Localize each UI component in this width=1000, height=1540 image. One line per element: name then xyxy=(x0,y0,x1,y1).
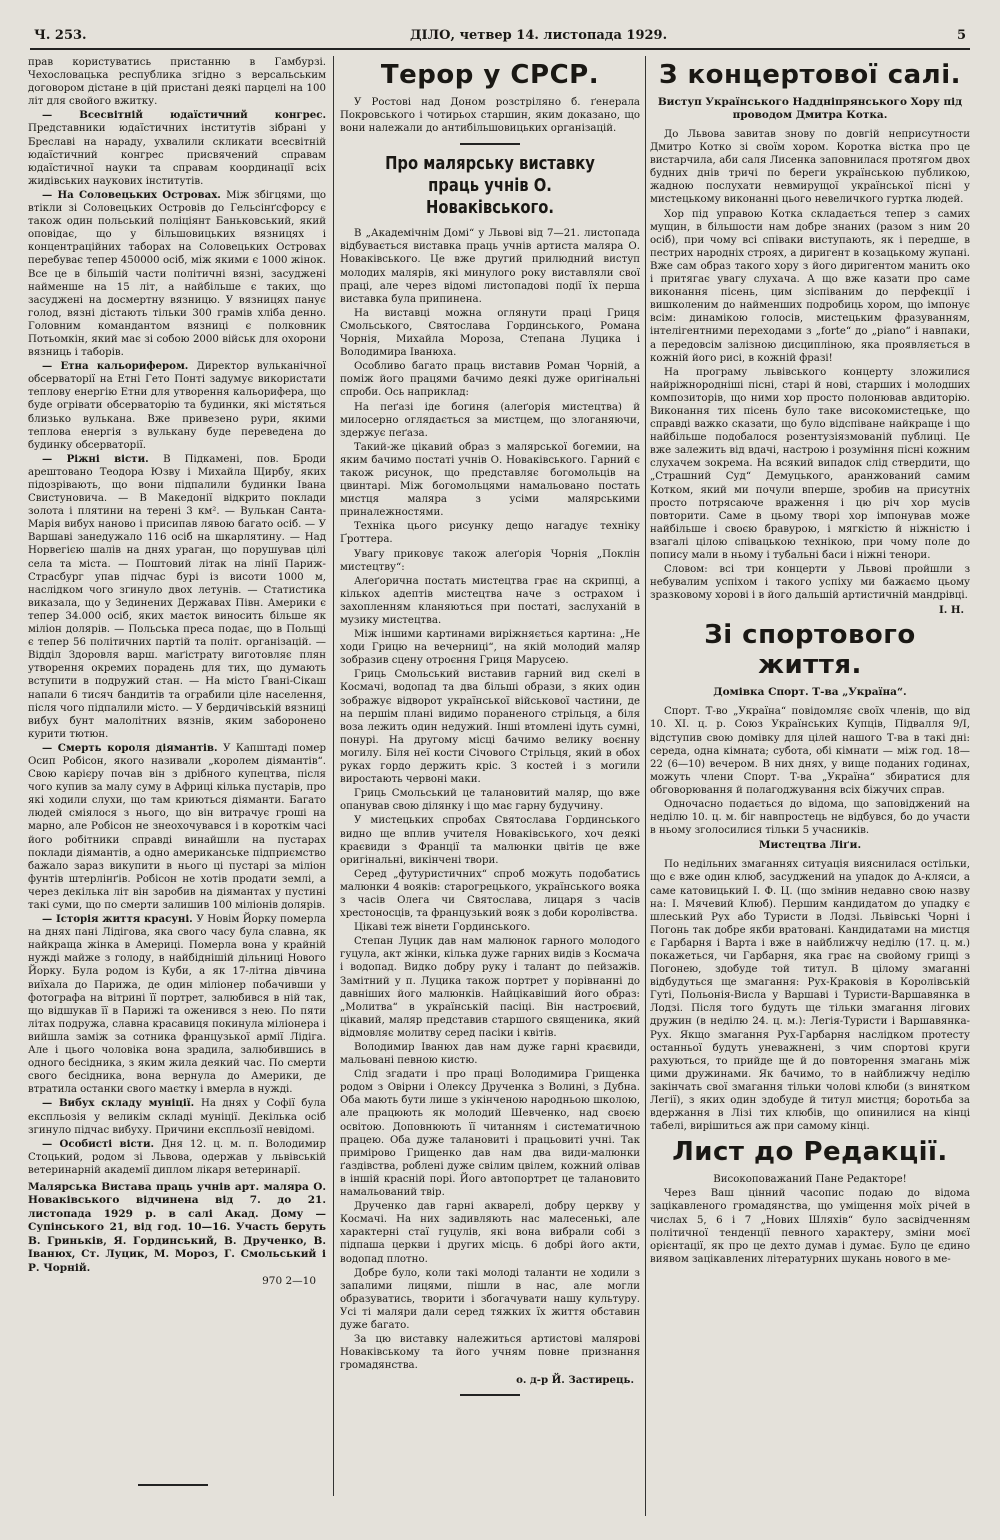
exhibition-headline: Про малярську виставку праць учнів О. Новаківського. xyxy=(385,153,595,219)
news-item xyxy=(28,360,326,452)
sport-article xyxy=(650,705,970,837)
page-number: 5 xyxy=(956,28,966,43)
article-paragraph: Серед „футуристичних“ спроб можуть подобатись малюнки 4 вояків: старогрецького, українського вояка з часів Олега чи Святослава, лицаря з часів хрестоносців, та французький вояк з доби королівства. xyxy=(340,868,640,920)
article-paragraph: Особливо багато праць виставив Роман Чорній, а поміж його працями бачимо деякі дуже оригінальні спроби. Ось наприклад: xyxy=(340,361,640,399)
column-end-rule xyxy=(138,1484,208,1486)
news-item-lead: — Смерть короля діямантів. xyxy=(42,741,224,754)
article-paragraph: Друченко дав гарні акварелі, добру церкву у Космачі. На них задивляють нас малесенькі, але характерні стаї гуцулів, які вона вибрали собі з підпаша церкви і других місць. 6 добрі його акти, водопад плотно. xyxy=(340,1201,640,1265)
article-paragraph: В „Академічнім Домі“ у Львові від 7—21. листопада відбувається виставка праць учнів артиста маляра О. Новаківського. Це вже другий прилюдний виступ молодих малярів, які минулого року виставляли свої праці, але через відомі листопадові події їх перша виставка була припинена. xyxy=(340,228,640,305)
divider xyxy=(460,1394,520,1396)
notice-code: 970 2—10 xyxy=(262,1275,316,1288)
sport-headline: Зі спортового життя. xyxy=(704,620,916,681)
article-paragraph: Слід згадати і про праці Володимира Грищенка родом з Овірни і Олексу Друченка з Волині, з Дубна. Оба мають бути лише з укінченою народньою школою, але працюють як молодий Шевченко, над своєю освітою. Доповнюють її читанням і систематичною працею. Оба дуже талановиті і працьовиті учні. Так примірово Грищенко дав нам два види-малюнки ґаздівства, роблені дуже свілим цвілем, кожний олівав в іншій красній порі. Його автопортрет це талановито намальований твір. xyxy=(340,1069,640,1199)
news-item xyxy=(28,109,326,188)
league-article xyxy=(650,858,970,1133)
article-paragraph: Гриць Смольський це талановитий маляр, що вже опанував свою ділянку і що має гарну будучину. xyxy=(340,788,640,813)
concert-article xyxy=(650,128,970,602)
news-item xyxy=(28,913,326,1096)
league-paragraph: По недільних змаганнях ситуація вияснилася остільки, що є вже один клюб, засуджений на упадок до А-кляси, а саме катовицький І. Ф. Ц. (що змінив недавно свою назву на: І. Мячевий Клюб). Першим кандидатом до упадку є шлеський Рух або Туристи в Лодзі. Львівські Чорні і Погонь так добре якби вратовані. Кандидатами на мистця є Гарбарня і Варта і вже в найближчу неділю (17. ц. м.) покажеться, чи Гарбарня, яка грає на свойому грищі з Погонею, здобуде той титул. В цілому змаганні відбудуться ще змагання: Рух-Краковія в Королівській Гуті, Польонія-Висла у Варшаві і Туристи-Варшавянка в Лодзі. Після того будуть ще тільки змагання лігових дружин (в неділю 24. ц. м.): Легія-Туристи і Варшавянка-Рух. Якщо змагання Рух-Гарбарня наслідком протесту останньої будуть уневажнені, з чим спортові круги рахуються, то прийде ще й до повторення змагань між цими дружинами. Як бачимо, то в найближчу неділю закінчать свої змагання тільки чолові клюби (з винятком Легії), з яких один здобуде й титул мистця; боротьба за вдержання в Лізі тих клюбів, що опинилися на кінці табелі, вирішиться аж при самому кінці. xyxy=(650,859,970,1133)
exhibition-article xyxy=(340,227,640,1372)
article-paragraph: Добре було, коли такі молоді таланти не ходили з запалими лицями, пішли в нас, але могли образуватись, творити і збогачувати нашу культуру. Усі ті маляри дали серед тяжких їх життя обставин дуже багато. xyxy=(340,1267,640,1331)
news-item-text: прав користуватись пристанню в Гамбурзі. Чехословацька республика згідно з версальським договором дістане в цій пристані деякі парцелі на 100 літ для свойого вжитку. xyxy=(28,57,326,108)
article-paragraph: Такий-же цікавий образ з малярської богемии, на яким бачимо постаті учнів О. Новаківського. Гарний є також рисунок, що представляє богомольців на цвинтарі. Між богомольцями намальовано постать мистця маляра з усіми малярськими приналежностями. xyxy=(340,441,640,519)
letter-greeting: Високоповажаний Пане Редакторе! xyxy=(713,1174,907,1186)
news-item-lead: — Вибух складу муніції. xyxy=(42,1097,201,1110)
concert-headline: З концертової салі. xyxy=(658,60,961,90)
news-item xyxy=(28,56,326,108)
article-paragraph: Степан Луцик дав нам малюнок гарного молодого гуцула, акт жінки, кілька дуже гарних видів з Космача і водопад. Видко добру руку і талант до пейзажів. Замітний у п. Луцика також портрет у порівнанні до давніших його малюнків. Найцікавіший його образ: „Молитва“ в українській пасіці. Він настроєвий, цікавий, маляр представив старшого священика, який відмовляє молитву серед пасіки і квітів. xyxy=(340,936,640,1039)
news-item-lead: — Особисті вісти. xyxy=(42,1137,162,1150)
column-rule xyxy=(333,56,334,1496)
news-item-lead: — Ріжні вісти. xyxy=(42,452,164,465)
league-subheadline: Мистецтва Ліґи. xyxy=(758,839,862,852)
masthead xyxy=(30,26,970,50)
sport-paragraph: Одночасно подається до відома, що заповіджений на неділю 10. ц. м. біг навпростець не відбувся, бо до участи в ньому зголосилися тільки 5 учасників. xyxy=(650,799,970,837)
concert-paragraph: На програму львівського концерту зложилися найріжнородніші пісні, старі й нові, старших і молодших композиторів, що ними хор просто полонював авдиторію. Виконання тих пісень було таке високомистецьке, що справді важко сказати, що було відспіване найкраще і що найбільше подобалося розентузіязмованій публиці. Це вже залежить від вдачі, настрою і розуміння пісні кожним слухачем зокрема. На всякий випадок слід ствердити, що „Страшний Суд“ Демуцького, аранжований самим Котком, який ми почули вперше, зробив на присутніх просто потрясаюче враження і цю річ хор мусів повторити. Саме в цьому творі хор імпонував може найбільше і своєю бравурою, і мягкістю й ніжністю і взагалі цілою співацькою технікою, при чому поле до попису мали в ньому і тубальні баси і ніжні тенори. xyxy=(650,366,970,561)
news-item xyxy=(28,1097,326,1136)
news-item-text: Директор вульканічної обсерваторії на Етні Гето Понті задумує використати теплову енергію Етни для утворення кальорифера, що буде огрівати обсерваторію та будинки, які містяться близько вульканa. Вже привезено рури, якими теплова енергія з вулькану буде переведена до будинку обсерваторії. xyxy=(28,361,326,451)
article-signature: о. д-р Й. Застирець. xyxy=(516,1374,634,1387)
article-paragraph: У мистецьких спробах Святослава Гординського видно ще вплив учителя Новаківського, хоч деякі краєвиди з Франції та малюнки цвітів це вже оригінальні, викінчені твори. xyxy=(340,815,640,866)
article-paragraph: Між іншими картинами виріжняється картина: „Не ходи Грицю на вечерниці“, на якій молодий маляр зобразив сцену отроєння Гриця Марусею. xyxy=(340,629,640,667)
concert-paragraph: Хор під управою Котка складається тепер з самих мущин, в більшости нам добре знаних (разом з ним 20 осіб), при чому всі співаки виступають, як і передше, в пестрих народніх строях, а диригент в козацькому жупані. Вже сам образ такого хору з його диригентом манить око і притягає увагу слухача. А що вже казати про саме виконання пісень, цим зіспіваним до перфекції і вишколеним до найменших подробиць хором, що імпонує всім: динамікою голосів, мистецьким фразуванням, інтелігентними переходами з „forte“ до „piano“ і навпаки, а передовсім залізною дисципліною, яка проявляється в кожній його рисі, в кожній фразі! xyxy=(650,208,970,364)
letter-headline: Лист до Редакції. xyxy=(672,1137,948,1168)
article-paragraph: Алеґорична постать мистецтва грає на скрипці, а кількох адептів мистецтва наче з острахом і захопленням кланяються при постаті, заслуханій в музику мистецтва. xyxy=(340,575,640,626)
article-paragraph: За цю виставку належиться артистові малярові Новаківському та його учням повне признання громадянства. xyxy=(340,1334,640,1372)
news-item-text: На днях у Софії була експльозія у великім складі муніції. Декілька осіб згинуло підчас вибуху. Причини експльозії невідомі. xyxy=(28,1098,326,1136)
terror-article: У Ростові над Доном розстріляно б. ґенерала Покровського і чотирьох старшин, яким доказано, що вони належали до антибільшовицьких організацій. xyxy=(340,97,640,135)
news-item-text: Дня 12. ц. м. п. Володимир Стоцький, родом зі Львова, одержав у львівській ветеринарній академії диплом лікаря ветеринарії. xyxy=(28,1138,326,1176)
news-item xyxy=(28,1138,326,1177)
divider xyxy=(460,143,520,145)
column-culture-sport xyxy=(650,56,970,1526)
issue-number: Ч. 253. xyxy=(34,28,87,43)
news-item-lead: — Історія життя красуні. xyxy=(42,913,197,926)
article-paragraph: Гриць Смольський виставив гарний вид скелі в Космачі, водопад та два більші образи, з яких один зображує відворот української військової частини, де на першім плані видимо пораненого стрільця, а біля воза лежить один недужий. Інші втомлені ідуть сумні, понурі. На другому місці бачимо велику воєнну могилу. Біля неї кости Січового Стрільця, який в обох руках гордо держить кріс. З костей і з могили виростають червоні маки. xyxy=(340,669,640,786)
article-paragraph: Увагу приковує також алеґорія Чорнія „Поклін мистецтву“: xyxy=(340,548,640,573)
news-item-lead: — Всесвітній юдаїстичний конгрес. xyxy=(42,109,326,122)
column-articles xyxy=(340,56,640,1486)
news-items xyxy=(28,56,326,1177)
terror-headline: Терор у СРСР. xyxy=(380,60,600,90)
column-rule xyxy=(645,56,646,1516)
news-item xyxy=(28,742,326,912)
exhibition-notice: Малярська Виставa праць учнів арт. маляра О. Новаківського відчинена від 7. до 21. листопада 1929 р. в салі Акад. Дому — Супінського 21, від год. 10—16. Участь беруть В. Гриньків, Я. Гординський, В. Друченко, В. Іванюх, Ст. Луцик, М. Мороз, Г. Смольський і Р. Чорній. xyxy=(28,1180,326,1274)
news-item-text: Представники юдаїстичних інститутів зібрані у Бреславі на нараду, ухвалили скликати всесвітній юдаїстичний конгрес присвячений справам юдаїстичної науки та справам координації всіх жидівських наукових інститутів. xyxy=(28,123,326,187)
masthead-title-date: ДІЛО, четвер 14. листопада 1929. xyxy=(410,28,668,43)
sport-subheadline: Домівка Спорт. Т-ва „Україна“. xyxy=(713,686,907,699)
column-news xyxy=(28,56,326,1486)
news-item-lead: — На Соловецьких Островах. xyxy=(42,188,227,201)
article-paragraph: На виставці можна оглянути праці Гриця Смольського, Святослава Гординського, Романа Чорнія, Михайла Мороза, Степана Луцика і Володимира Іванюха. xyxy=(340,307,640,359)
news-item-lead: — Етна кальорифером. xyxy=(42,360,197,373)
news-item-text: В Підкамені, пов. Броди арештовано Теодора Юзву і Михайла Щирбу, яких підозрівають, що вони підпалили будинки Івана Свистуновича. — В Македонії відкрито поклади золота і плятини на терені 3 км². — Вулькан Санта-Марія вибух наново і присипав лявою багато осіб. — У Варшаві занедужало 116 осіб на шкарлятину. — Над Норвегією шалів на днях ураган, що порушував цілі села та міста. — Поштовий літак на лінії Париж-Страсбург упав підчас бурі із висоти 1000 м, наслідком чого згинуло двох летунів. — Статистика виказала, що у Зединених Державах Півн. Америки є тепер 34.000 осіб, яких маєток виносить більше як міліон долярів. — Польська преса подає, що в Польщі є тепер 56 політичних партій та політ. організацій. — Відділ Здоровля варш. маґістрату виготовляє плян утворення окремих порадень для тих, що думають вступити в подружий стан. — На місто Ґвані-Сікаш напали 6 тисяч бандитів та ограбили ціле населення, після чого підпалили місто. — У бердичівській вязниці вибух бунт малолітних вязнів, яким заборонено курити тютюн. xyxy=(28,453,326,740)
news-item xyxy=(28,189,326,359)
letter-text: Через Ваш цінний часопис подаю до відома зацікавленого громадянства, що уміщення моїх річей в числах 5, 6 і 7 „Нових Шляхів“ було засвідченням політичної тенденції певного характеру, зміни моєї орієнтації, як про це дехто думав і думає. Було це єдино виявом зацікавлених літературних шукань нового в ме- xyxy=(650,1188,970,1265)
concert-paragraph: Словом: всі три концерти у Львові пройшли з небувалим успіхом і такого успіху ми бажаємо цьому зразковому хорові і в його дальшій артистичній мандрівці. xyxy=(650,564,970,602)
article-paragraph: На пеґазі іде богиня (алеґорія мистецтва) й милосерно оглядається за мистцем, що злоганяючи, здержує пеґаза. xyxy=(340,401,640,439)
concert-signature: І. Н. xyxy=(938,604,964,617)
concert-subheadline: Виступ Українського Наддніпрянського Хору під проводом Дмитра Котка. xyxy=(657,96,963,121)
news-item-text: Між збігцями, що втікли зі Соловецьких Островів до Гельсінґсфорсу є також один польський поліціянт Баньковський, який оповідає, що у більшовицьких вязницях і концентраційних таборах на Соловецьких Островах перебуває тепер 450000 осіб, між якими є 1000 жінок. Все це в більшій части політичні вязні, засуджені найменше на 15 літ, а найбільше є таких, що засуджені на досмертну вязницю. У вязницях панує голод, вязні дістають тільки 300 грамів хліба денно. Головним командантом вязниці є полковник Потьомкін, який має зі собою 2000 військ для охорони вязниць і таборів. xyxy=(28,189,326,359)
concert-paragraph: До Львова завитав знову по довгій неприсутности Дмитро Котко зі своїм хором. Коротка вістка про це вистарчила, аби саля Лисенка заповнилася протягом двох будних днів тричі по береги українською публикою, жадною послухати невмирущої української пісні у мистецькому виконанні цього невеличкого гуртка людей. xyxy=(650,129,970,206)
article-paragraph: Цікаві теж вінети Гординського. xyxy=(354,922,531,934)
news-item-text: У Новім Йорку померла на днях пані Лідігова, яка свого часу була славна, як найкраща жінка в Америці. Померла вона у крайній нужді майже з голоду, в найбіднішій дільниці Нового Йорку. Була родом із Куби, а як 17-літна дівчина виїхала до Парижа, де один міліонер побачивши у фотографа на вітрині її портрет, залюбився в ній так, що відшукав її в Парижі та оженився з нею. По пяти літах подружа, славна красавиця покинула міліонера і вийшла заміж за сотника французької армії Лідіга. Але і цього чоловіка вона зрадила, залюбившись в одного бесідника, з яким жила деякий час. По смерти свого бесідника, вона вернула до Америки, де втратила останки свого маєтку і вмерла в нужді. xyxy=(28,914,326,1096)
article-paragraph: Володимир Іванюх дав нам дуже гарні краєвиди, мальовані певною кистю. xyxy=(340,1042,640,1067)
sport-paragraph: Спорт. Т-во „Україна“ повідомляє своїх членів, що від 10. XI. ц. р. Союз Українських Купців, Підвалля 9/І, відступив свою домівку для цілей нашого Т-ва в такі дні: середа, одна кімната; субота, обі кімнати — між год. 18—22 (6—10) вечером. В них днях, у вище поданих годинах, можуть члени Спорт. Т-ва „Україна“ збиратися для обговорювання й полагоджування всіх біжучих справ. xyxy=(650,706,970,796)
news-item-text: У Капштаді помер Осип Робісон, якого називали „королем діямантів“. Свою карієру почав він з дрібного купецтва, після чого купив за малу суму в Африці кілька пустарів, про які ходили слухи, що там криються діяманти. Багато людей сміялося з нього, що він витрачує гроші на марно, але Робісон не знеохочувався і в короткім часі його робітники справді винайшли на пустарах поклади діямантів, а одно американське підприємство бажало зараз викупити в нього ці пустарі за міліон фунтів штерлінґів. Робісон не хотів продати землі, а через декілька літ він заробив на діямантах у пустині такі суми, що по смерти залишив 100 міліонів долярів. xyxy=(28,742,326,911)
news-item xyxy=(28,453,326,741)
article-paragraph: Техніка цього рисунку дещо нагадує техніку Ґроттера. xyxy=(340,521,640,546)
